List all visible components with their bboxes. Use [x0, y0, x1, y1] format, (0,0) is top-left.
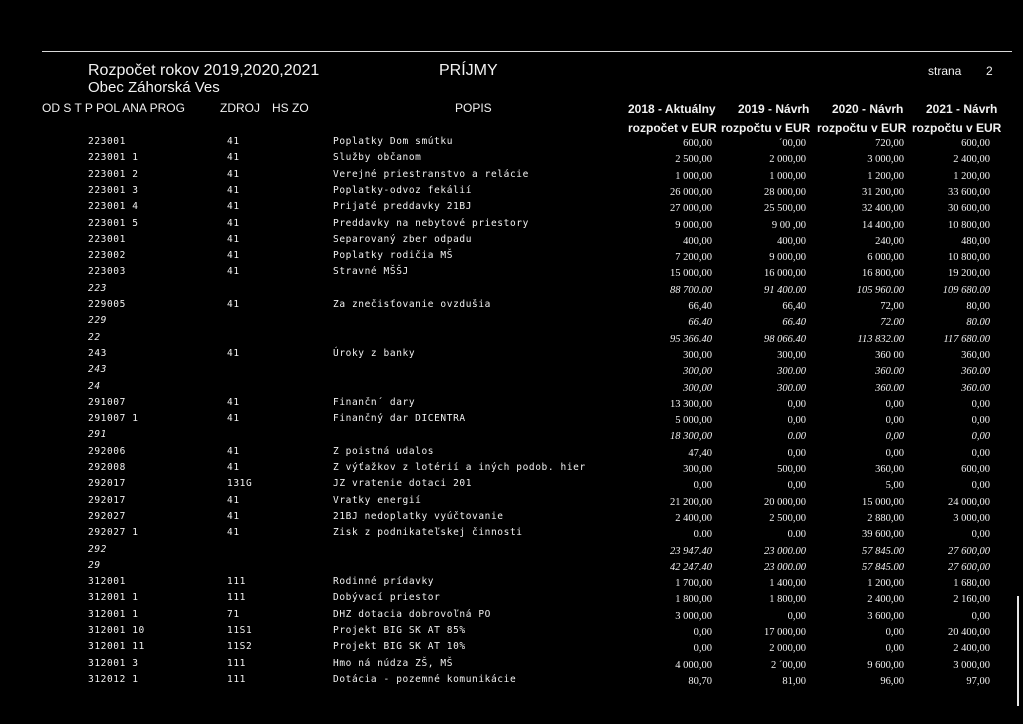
row-value-2019: 0,00	[787, 480, 806, 492]
row-description: Separovaný zber odpadu	[333, 233, 473, 245]
row-value-2021: 1 200,00	[953, 170, 990, 182]
row-value-2021: 3 000,00	[953, 512, 990, 524]
row-value-2019: 28 000,00	[764, 186, 806, 198]
row-value-2018: 0,00	[693, 627, 712, 638]
row-value-2019: 500,00	[777, 464, 806, 475]
row-value-2018: 1 000,00	[675, 170, 712, 182]
row-value-2020: 39 600,00	[862, 529, 904, 541]
page-label: strana	[928, 64, 962, 78]
row-value-2020: 113 832.00	[857, 333, 904, 345]
row-description: Finančn´ dary	[333, 396, 416, 408]
scan-edge	[1017, 596, 1019, 706]
row-code: 312001 3	[88, 657, 139, 669]
row-value-2019: 1 400,00	[769, 578, 806, 590]
row-description: Z poistná udalos	[333, 445, 435, 457]
row-code: 312001 10	[88, 625, 145, 636]
row-code: 292017	[88, 478, 126, 490]
row-value-2021: 360,00	[961, 349, 990, 361]
column-header-2019-sub: rozpočtu v EUR	[721, 121, 811, 135]
row-value-2019: 300.00	[777, 382, 806, 394]
row-value-2019: 98 066.40	[764, 333, 806, 345]
row-value-2019: 9 000,00	[769, 252, 806, 264]
row-zdroj: 41	[227, 184, 240, 196]
row-description: Projekt BIG SK AT 85%	[333, 625, 466, 636]
row-value-2021: 3 000,00	[953, 659, 990, 671]
row-value-2018: 80,70	[688, 675, 712, 687]
row-code: 223001	[88, 136, 126, 147]
row-zdroj: 41	[227, 217, 240, 229]
row-value-2018: 2 500,00	[675, 154, 712, 166]
table-row	[0, 641, 1023, 657]
row-zdroj: 41	[227, 201, 240, 213]
row-value-2020: 15 000,00	[862, 496, 904, 508]
section-title: PRÍJMY	[439, 62, 498, 79]
row-value-2020: 0,00	[885, 415, 904, 427]
row-value-2020: 0,00	[885, 627, 904, 638]
row-value-2021: 0,00	[971, 398, 990, 410]
row-zdroj: 111	[227, 673, 246, 685]
table-row	[0, 446, 1023, 462]
row-value-2020: 720,00	[875, 138, 904, 149]
row-value-2018: 400,00	[683, 235, 712, 247]
row-value-2021: 27 600,00	[948, 561, 990, 573]
row-value-2019: 1 800,00	[769, 594, 806, 606]
row-code: 292027 1	[88, 527, 139, 539]
row-code: 223001 4	[88, 201, 139, 213]
row-description: Finančný dar DICENTRA	[333, 413, 466, 425]
row-value-2020: 9 600,00	[867, 659, 904, 671]
row-value-2021: 30 600,00	[948, 203, 990, 215]
row-zdroj: 41	[227, 494, 240, 506]
row-value-2020: 240,00	[875, 235, 904, 247]
row-value-2018: 0.00	[693, 529, 712, 541]
column-header-zdroj: ZDROJ	[220, 101, 260, 115]
document-title: Rozpočet rokov 2019,2020,2021	[88, 62, 320, 79]
column-header-2021: 2021 - Návrh	[926, 102, 998, 116]
row-description: Prijaté preddavky 21BJ	[333, 201, 473, 213]
row-value-2021: 600,00	[961, 464, 990, 475]
row-value-2020: 1 200,00	[867, 170, 904, 182]
table-row	[0, 576, 1023, 592]
table-row	[0, 136, 1023, 152]
row-value-2021: 33 600,00	[948, 186, 990, 198]
row-value-2019: 9 00 ,00	[771, 219, 806, 231]
row-code: 24	[88, 380, 101, 392]
row-value-2020: 2 400,00	[867, 594, 904, 606]
row-value-2019: 300.00	[777, 366, 806, 378]
row-value-2020: 32 400,00	[862, 203, 904, 215]
row-value-2018: 600,00	[683, 138, 712, 149]
row-value-2021: 1 680,00	[953, 578, 990, 590]
row-value-2019: 0,00	[787, 398, 806, 410]
row-value-2019: 17 000,00	[764, 627, 806, 638]
row-code: 312001 11	[88, 641, 145, 653]
row-value-2019: 66.40	[782, 317, 806, 329]
table-row	[0, 527, 1023, 543]
row-zdroj: 41	[227, 250, 240, 262]
row-value-2018: 47,40	[688, 447, 712, 459]
row-value-2018: 66,40	[688, 301, 712, 312]
row-description: Rodinné prídavky	[333, 576, 435, 588]
row-value-2021: 480,00	[961, 235, 990, 247]
row-value-2021: 2 400,00	[953, 643, 990, 655]
row-zdroj: 41	[227, 152, 240, 164]
row-value-2020: 0,00	[885, 447, 904, 459]
row-value-2019: 0.00	[787, 431, 806, 443]
row-value-2020: 3 600,00	[867, 610, 904, 622]
row-value-2019: 400,00	[777, 235, 806, 247]
table-row	[0, 299, 1023, 315]
row-zdroj: 111	[227, 657, 246, 669]
row-value-2021: 600,00	[961, 138, 990, 149]
row-code: 291007	[88, 396, 126, 408]
subtotal-row	[0, 283, 1023, 299]
row-value-2018: 3 000,00	[675, 610, 712, 622]
row-value-2020: 3 000,00	[867, 154, 904, 166]
row-value-2019: 0,00	[787, 415, 806, 427]
row-description: Služby občanom	[333, 152, 422, 164]
row-value-2021: 80,00	[966, 301, 990, 312]
row-description: 21BJ nedoplatky vyúčtovanie	[333, 510, 504, 522]
row-code: 312001 1	[88, 592, 139, 604]
row-zdroj: 71	[227, 608, 240, 620]
row-zdroj: 41	[227, 396, 240, 408]
row-code: 292008	[88, 462, 126, 473]
row-value-2018: 42 247.40	[670, 561, 712, 573]
row-value-2021: 0,00	[971, 447, 990, 459]
row-description: Stravné MŠŠJ	[333, 266, 409, 278]
row-code: 291007 1	[88, 413, 139, 425]
row-value-2019: 16 000,00	[764, 268, 806, 280]
row-zdroj: 11S2	[227, 641, 253, 653]
row-value-2018: 300,00	[683, 382, 712, 394]
row-value-2018: 1 800,00	[675, 594, 712, 606]
row-description: Poplatky Dom smútku	[333, 136, 454, 147]
row-value-2021: 0,00	[971, 415, 990, 427]
row-value-2021: 0,00	[971, 431, 990, 443]
subtotal-row	[0, 560, 1023, 576]
row-value-2018: 27 000,00	[670, 203, 712, 215]
row-value-2018: 88 700.00	[670, 284, 712, 296]
table-row	[0, 152, 1023, 168]
table-row	[0, 674, 1023, 690]
municipality-name: Obec Záhorská Ves	[88, 79, 220, 96]
row-value-2018: 18 300,00	[670, 431, 712, 443]
row-code: 229	[88, 315, 107, 327]
table-row	[0, 234, 1023, 250]
row-value-2021: 24 000,00	[948, 496, 990, 508]
table-row	[0, 201, 1023, 217]
row-zdroj: 41	[227, 266, 240, 278]
row-value-2018: 300,00	[683, 349, 712, 361]
row-value-2018: 4 000,00	[675, 659, 712, 671]
row-code: 22	[88, 331, 101, 343]
row-value-2019: 2 500,00	[769, 512, 806, 524]
row-value-2018: 13 300,00	[670, 398, 712, 410]
row-description: Vratky energií	[333, 494, 422, 506]
row-description: Za znečisťovanie ovzdušia	[333, 299, 491, 310]
subtotal-row	[0, 332, 1023, 348]
row-value-2020: 5,00	[885, 480, 904, 492]
row-value-2018: 300,00	[683, 366, 712, 378]
row-value-2019: 2 ´00,00	[771, 659, 806, 671]
row-value-2021: 360.00	[961, 366, 990, 378]
table-row	[0, 478, 1023, 494]
header-rule	[42, 51, 1012, 52]
row-value-2018: 1 700,00	[675, 578, 712, 590]
row-value-2020: 105 960.00	[856, 284, 904, 296]
row-value-2020: 360.00	[875, 366, 904, 378]
row-code: 312001 1	[88, 608, 139, 620]
row-value-2021: 360.00	[961, 382, 990, 394]
row-description: Preddavky na nebytové priestory	[333, 217, 529, 229]
table-row	[0, 185, 1023, 201]
row-value-2020: 96,00	[880, 675, 904, 687]
row-code: 292017	[88, 494, 126, 506]
row-zdroj: 11S1	[227, 625, 253, 636]
row-value-2018: 5 000,00	[675, 415, 712, 427]
row-value-2019: 81,00	[782, 675, 806, 687]
row-value-2018: 0,00	[693, 643, 712, 655]
row-value-2019: 300,00	[777, 349, 806, 361]
row-value-2021: 27 600,00	[948, 545, 990, 557]
row-value-2020: 31 200,00	[862, 186, 904, 198]
column-header-popis: POPIS	[455, 101, 492, 115]
row-value-2020: 1 200,00	[867, 578, 904, 590]
row-value-2020: 6 000,00	[867, 252, 904, 264]
row-value-2019: 23 000.00	[764, 545, 806, 557]
row-zdroj: 41	[227, 527, 240, 539]
subtotal-row	[0, 364, 1023, 380]
table-row	[0, 169, 1023, 185]
row-value-2020: 360,00	[875, 464, 904, 475]
row-code: 223003	[88, 266, 126, 278]
row-value-2020: 2 880,00	[867, 512, 904, 524]
row-value-2019: 66,40	[782, 301, 806, 312]
table-row	[0, 266, 1023, 282]
row-value-2019: 23 000.00	[764, 561, 806, 573]
row-value-2019: 0,00	[787, 610, 806, 622]
row-value-2020: 57 845.00	[862, 545, 904, 557]
column-header-codes: OD S T P POL ANA PROG	[42, 101, 185, 115]
column-header-2020-sub: rozpočtu v EUR	[817, 121, 907, 135]
column-header-2019: 2019 - Návrh	[738, 102, 810, 116]
row-value-2021: 10 800,00	[948, 252, 990, 264]
row-value-2021: 0,00	[971, 610, 990, 622]
row-value-2020: 57 845.00	[862, 561, 904, 573]
column-header-hszo: HS ZO	[272, 101, 309, 115]
row-value-2021: 10 800,00	[948, 219, 990, 231]
row-value-2018: 66.40	[688, 317, 712, 329]
row-description: Zisk z podnikateľskej činnosti	[333, 527, 523, 539]
row-value-2018: 15 000,00	[670, 268, 712, 280]
row-zdroj: 131G	[227, 478, 253, 490]
subtotal-row	[0, 429, 1023, 445]
row-value-2021: 19 200,00	[948, 268, 990, 280]
row-value-2018: 0,00	[693, 480, 712, 492]
row-zdroj: 41	[227, 510, 240, 522]
row-value-2020: 0,00	[885, 643, 904, 655]
row-code: 229005	[88, 299, 126, 310]
row-code: 223002	[88, 250, 126, 262]
row-zdroj: 41	[227, 168, 240, 180]
column-header-2021-sub: rozpočtu v EUR	[912, 121, 1002, 135]
row-code: 292	[88, 543, 107, 555]
row-value-2019: 20 000,00	[764, 496, 806, 508]
row-code: 292006	[88, 445, 126, 457]
table-row	[0, 413, 1023, 429]
row-value-2020: 360 00	[875, 349, 904, 361]
row-code: 291	[88, 429, 107, 441]
row-value-2021: 2 160,00	[953, 594, 990, 606]
row-code: 312001	[88, 576, 126, 588]
row-zdroj: 41	[227, 233, 240, 245]
page-number: 2	[986, 64, 993, 78]
row-value-2021: 117 680.00	[943, 333, 990, 345]
row-value-2020: 0,00	[885, 398, 904, 410]
table-row	[0, 625, 1023, 641]
row-value-2018: 2 400,00	[675, 512, 712, 524]
row-value-2019: 25 500,00	[764, 203, 806, 215]
row-zdroj: 111	[227, 592, 246, 604]
table-row	[0, 462, 1023, 478]
row-description: DHZ dotacia dobrovoľná PO	[333, 608, 491, 620]
row-zdroj: 41	[227, 462, 240, 473]
row-code: 243	[88, 347, 107, 359]
row-code: 223001 2	[88, 168, 139, 180]
row-zdroj: 41	[227, 413, 240, 425]
table-row	[0, 218, 1023, 234]
subtotal-row	[0, 315, 1023, 331]
row-value-2020: 72,00	[880, 301, 904, 312]
subtotal-row	[0, 544, 1023, 560]
row-value-2020: 14 400,00	[862, 219, 904, 231]
row-zdroj: 111	[227, 576, 246, 588]
row-value-2019: 0.00	[787, 529, 806, 541]
row-code: 223001 5	[88, 217, 139, 229]
row-description: Dotácia - pozemné komunikácie	[333, 673, 517, 685]
row-value-2019: 91 400.00	[764, 284, 806, 296]
row-code: 223001 3	[88, 184, 139, 196]
table-row	[0, 397, 1023, 413]
row-value-2020: 16 800,00	[862, 268, 904, 280]
row-value-2020: 360.00	[875, 382, 904, 394]
table-row	[0, 511, 1023, 527]
row-zdroj: 41	[227, 445, 240, 457]
row-description: Hmo ná núdza ZŠ, MŠ	[333, 657, 454, 669]
row-value-2020: 72.00	[880, 317, 904, 329]
table-row	[0, 592, 1023, 608]
row-zdroj: 41	[227, 347, 240, 359]
row-code: 223001	[88, 233, 126, 245]
row-value-2019: 0,00	[787, 447, 806, 459]
row-zdroj: 41	[227, 299, 240, 310]
subtotal-row	[0, 381, 1023, 397]
row-description: Úroky z banky	[333, 347, 416, 359]
row-value-2018: 9 000,00	[675, 219, 712, 231]
column-header-2018-sub: rozpočet v EUR	[628, 121, 717, 135]
row-value-2018: 26 000,00	[670, 186, 712, 198]
row-value-2018: 23 947.40	[670, 545, 712, 557]
row-code: 223	[88, 282, 107, 294]
column-header-2020: 2020 - Návrh	[832, 102, 904, 116]
row-code: 223001 1	[88, 152, 139, 164]
row-description: Dobývací priestor	[333, 592, 441, 604]
row-value-2021: 97,00	[966, 675, 990, 687]
row-value-2018: 95 366.40	[670, 333, 712, 345]
column-header-2018: 2018 - Aktuálny	[628, 102, 716, 116]
row-description: Verejné priestranstvo a relácie	[333, 168, 529, 180]
row-code: 29	[88, 559, 101, 571]
row-value-2019: 2 000,00	[769, 643, 806, 655]
table-row	[0, 250, 1023, 266]
row-value-2018: 7 200,00	[675, 252, 712, 264]
row-value-2019: 1 000,00	[769, 170, 806, 182]
row-value-2019: 2 000,00	[769, 154, 806, 166]
table-row	[0, 609, 1023, 625]
row-value-2021: 80.00	[966, 317, 990, 329]
row-code: 243	[88, 364, 107, 376]
table-row	[0, 348, 1023, 364]
row-value-2021: 0,00	[971, 480, 990, 492]
table-row	[0, 658, 1023, 674]
row-description: Poplatky rodičia MŠ	[333, 250, 454, 262]
table-row	[0, 495, 1023, 511]
row-value-2021: 20 400,00	[948, 627, 990, 638]
row-zdroj: 41	[227, 136, 240, 147]
row-value-2021: 0,00	[971, 529, 990, 541]
row-value-2020: 0,00	[885, 431, 904, 443]
row-description: Z výťažkov z lotérií a iných podob. hier	[333, 462, 586, 473]
row-code: 292027	[88, 510, 126, 522]
row-value-2021: 109 680.00	[942, 284, 990, 296]
row-value-2018: 21 200,00	[670, 496, 712, 508]
row-code: 312012 1	[88, 673, 139, 685]
row-description: Poplatky-odvoz fekálií	[333, 184, 473, 196]
row-value-2021: 2 400,00	[953, 154, 990, 166]
row-value-2019: ´00,00	[778, 138, 806, 149]
row-description: JZ vratenie dotaci 201	[333, 478, 473, 490]
row-value-2018: 300,00	[683, 464, 712, 475]
row-description: Projekt BIG SK AT 10%	[333, 641, 466, 653]
